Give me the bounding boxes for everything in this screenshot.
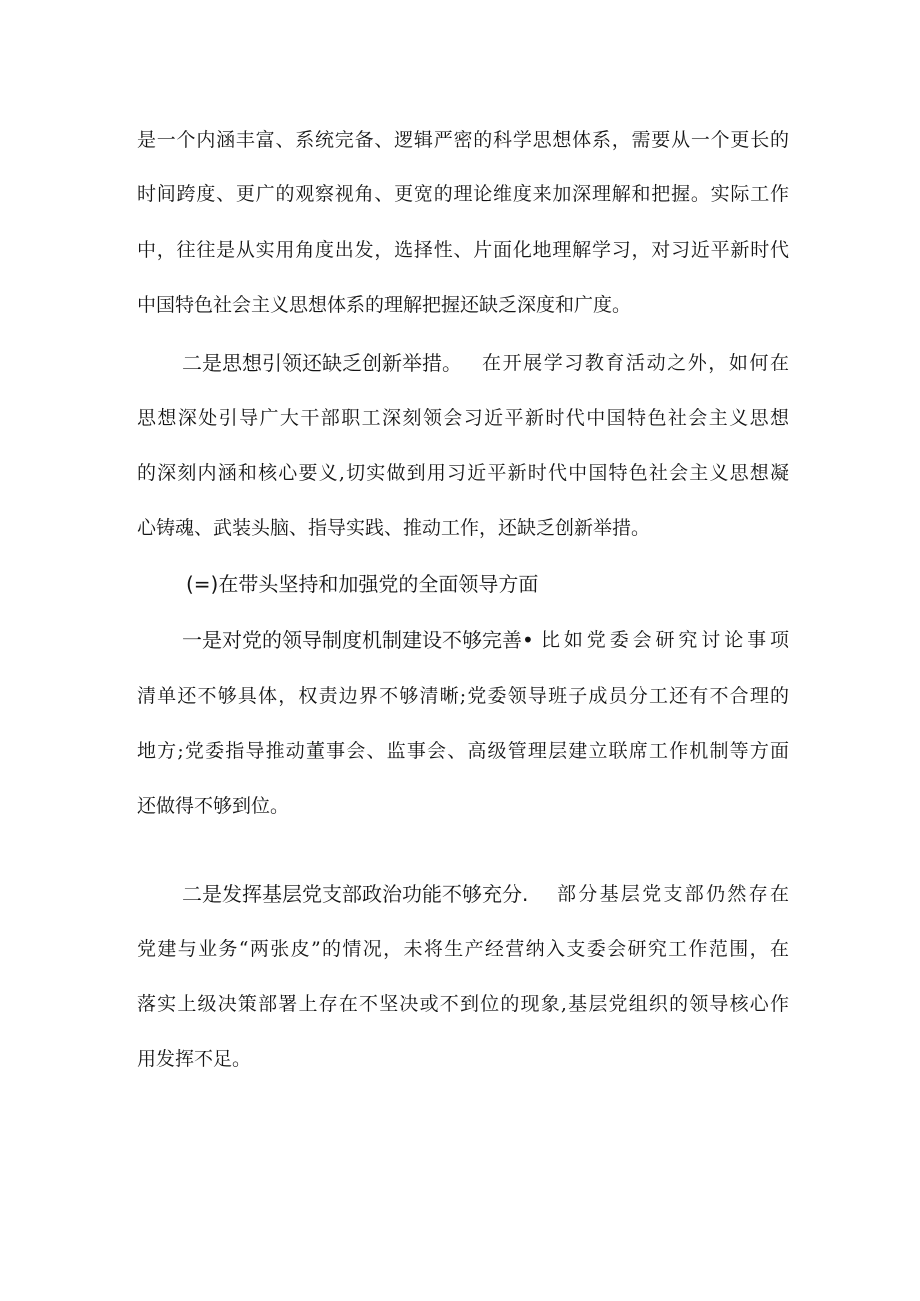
text-line: 在开展学习教育活动之外，如何在 bbox=[482, 352, 789, 374]
paragraph-lead: 二是发挥基层党支部政治功能不够充分. bbox=[182, 882, 529, 906]
text-line: 时间跨度、更广的观察视角、更宽的理论维度来加深理解和把握。实际工作 bbox=[137, 183, 789, 205]
paragraph-lead: 二是思想引领还缺乏创新举措。 bbox=[182, 351, 462, 375]
text-line: 清单还不够具体，权责边界不够清晰;党委领导班子成员分工还有不合理的 bbox=[137, 685, 789, 707]
text-line: 部分基层党支部仍然存在 bbox=[557, 883, 789, 905]
text-line: 还做得不够到位。 bbox=[137, 795, 290, 817]
paragraph-lead: 一是对党的领导制度机制建设不够完善• bbox=[182, 628, 534, 652]
text-line: 用发挥不足。 bbox=[137, 1048, 252, 1070]
text-line: 比如党委会研究讨论事项 bbox=[541, 629, 789, 651]
text-line: 是一个内涵丰富、系统完备、逻辑严密的科学思想体系，需要从一个更长的 bbox=[137, 129, 789, 151]
text-line: 地方;党委指导推动董事会、监事会、高级管理层建立联席工作机制等方面 bbox=[137, 740, 789, 762]
text-line: 党建与业务“两张皮”的情况，未将生产经营纳入支委会研究工作范围，在 bbox=[137, 938, 789, 960]
text-line: 中国特色社会主义思想体系的理解把握还缺乏深度和广度。 bbox=[137, 294, 632, 316]
text-line: 思想深处引导广大干部职工深刻领会习近平新时代中国特色社会主义思想 bbox=[137, 407, 789, 429]
section-heading: (=)在带头坚持和加强党的全面领导方面 bbox=[186, 572, 539, 596]
text-line: 心铸魂、武装头脑、指导实践、推动工作，还缺乏创新举措。 bbox=[137, 517, 651, 539]
text-line: 的深刻内涵和核心要义,切实做到用习近平新时代中国特色社会主义思想凝 bbox=[137, 462, 789, 484]
text-line: 中，往往是从实用角度出发，选择性、片面化地理解学习，对习近平新时代 bbox=[137, 239, 789, 261]
text-line: 落实上级决策部署上存在不坚决或不到位的现象,基层党组织的领导核心作 bbox=[137, 993, 789, 1015]
